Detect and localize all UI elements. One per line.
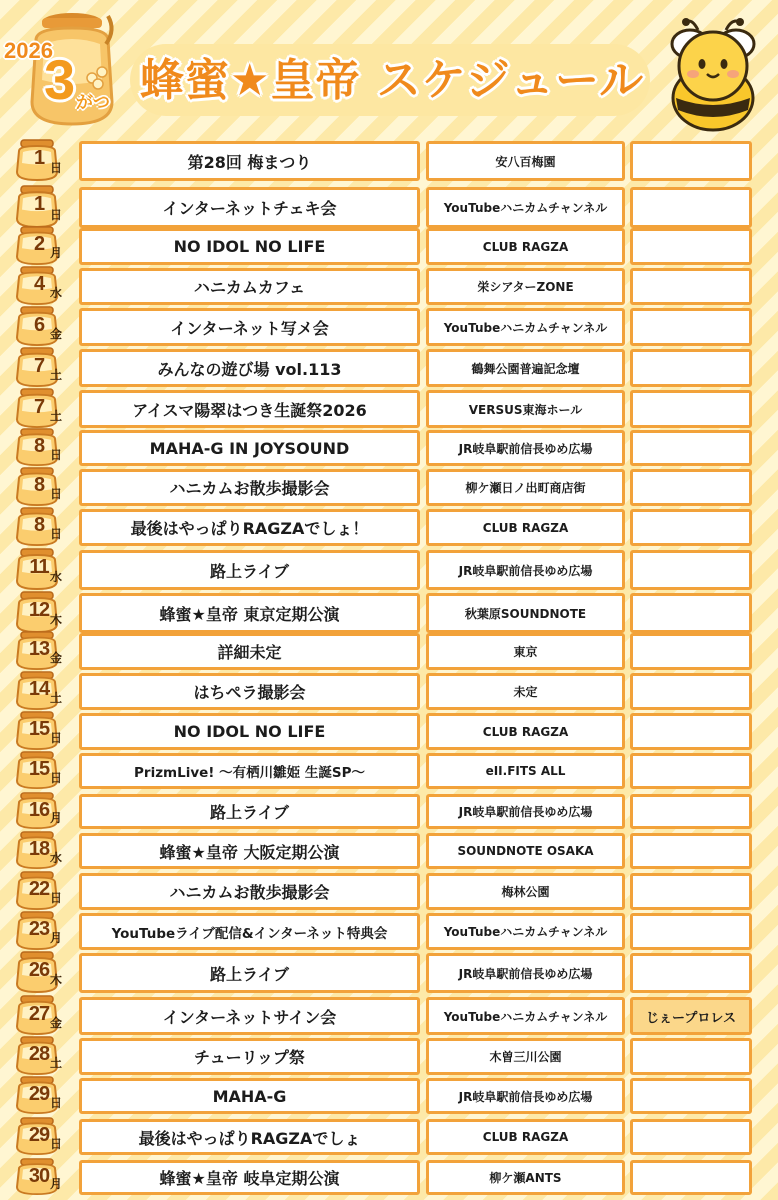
note-cell (630, 1038, 752, 1075)
schedule-row (0, 228, 778, 265)
honey-pot-day-badge (14, 792, 66, 827)
schedule-row (0, 593, 778, 633)
note-cell (630, 1119, 752, 1155)
weekday-label: 土 (50, 1056, 63, 1070)
note-cell (630, 593, 752, 633)
venue-name: CLUB RAGZA (426, 713, 625, 750)
schedule-row (0, 833, 778, 869)
weekday-label: 土 (50, 691, 63, 705)
day-number: 27 (28, 1003, 50, 1025)
day-number: 14 (28, 678, 50, 700)
venue-name: YouTubeハニカムチャンネル (426, 913, 625, 950)
year-label: 2026 (4, 38, 53, 63)
weekday-label: 月 (50, 931, 63, 945)
honey-pot-day-badge (14, 467, 66, 504)
weekday-label: 日 (50, 1096, 63, 1110)
honey-pot-day-badge (14, 347, 66, 385)
day-number: 13 (28, 638, 50, 660)
venue-name: 木曽三川公園 (426, 1038, 625, 1075)
day-number: 1 (33, 193, 45, 215)
schedule-row (0, 1078, 778, 1114)
event-name: NO IDOL NO LIFE (79, 228, 420, 265)
event-name: 最後はやっぱりRAGZAでしょ！ (79, 509, 420, 546)
schedule-row (0, 1160, 778, 1195)
venue-name: CLUB RAGZA (426, 1119, 625, 1155)
honey-pot-day-badge (14, 1158, 66, 1193)
honey-pot-day-badge (14, 591, 66, 631)
schedule-row (0, 633, 778, 670)
event-name: インターネットチェキ会 (79, 187, 420, 228)
honey-pot-day-badge (14, 1117, 66, 1153)
bee-mascot-icon (660, 14, 766, 134)
event-name: 第28回 梅まつり (79, 141, 420, 181)
weekday-label: 日 (50, 448, 63, 462)
note-cell (630, 430, 752, 466)
weekday-label: 土 (50, 409, 63, 423)
event-name: はちペラ撮影会 (79, 673, 420, 710)
venue-name: VERSUS東海ホール (426, 390, 625, 428)
day-number: 7 (33, 396, 45, 418)
venue-name: 栄シアターZONE (426, 268, 625, 305)
weekday-label: 水 (50, 286, 63, 300)
schedule-row (0, 713, 778, 750)
honey-pot-day-badge (14, 185, 66, 226)
schedule-row (0, 873, 778, 910)
day-number: 15 (28, 758, 50, 780)
day-number: 22 (28, 878, 50, 900)
honey-pot-day-badge (14, 428, 66, 464)
honey-pot-day-badge (14, 751, 66, 787)
note-cell (630, 509, 752, 546)
honey-pot-day-badge (14, 388, 66, 426)
day-number: 30 (28, 1165, 50, 1187)
note-cell (630, 228, 752, 265)
note-cell (630, 550, 752, 590)
event-name: 路上ライブ (79, 794, 420, 829)
day-number: 16 (28, 799, 50, 821)
schedule-row (0, 673, 778, 710)
event-name: みんなの遊び場 vol.113 (79, 349, 420, 387)
note-cell (630, 1078, 752, 1114)
day-number: 15 (28, 718, 50, 740)
event-name: チューリップ祭 (79, 1038, 420, 1075)
day-number: 2 (33, 233, 45, 255)
note-cell (630, 469, 752, 506)
honey-pot-day-badge (14, 631, 66, 668)
note-cell (630, 873, 752, 910)
honey-pot-day-badge (14, 226, 66, 263)
venue-name: YouTubeハニカムチャンネル (426, 997, 625, 1035)
day-number: 8 (33, 435, 45, 457)
weekday-label: 金 (50, 651, 63, 665)
schedule-row (0, 349, 778, 387)
day-number: 26 (28, 959, 50, 981)
venue-name: JR岐阜駅前信長ゆめ広場 (426, 794, 625, 829)
schedule-row (0, 1038, 778, 1075)
day-number: 28 (28, 1043, 50, 1065)
note-cell (630, 141, 752, 181)
event-name: インターネットサイン会 (79, 997, 420, 1035)
event-name: MAHA-G IN JOYSOUND (79, 430, 420, 466)
venue-name: YouTubeハニカムチャンネル (426, 308, 625, 346)
venue-name: JR岐阜駅前信長ゆめ広場 (426, 1078, 625, 1114)
venue-name: 柳ケ瀬ANTS (426, 1160, 625, 1195)
weekday-label: 金 (50, 1016, 63, 1030)
weekday-label: 月 (50, 246, 63, 260)
weekday-label: 日 (50, 771, 63, 785)
venue-name: eII.FITS ALL (426, 753, 625, 789)
schedule-row (0, 550, 778, 590)
event-name: 蜂蜜★皇帝 東京定期公演 (79, 593, 420, 633)
venue-name: 梅林公園 (426, 873, 625, 910)
honey-pot-day-badge (14, 306, 66, 344)
weekday-label: 土 (50, 368, 63, 382)
weekday-label: 水 (50, 570, 63, 584)
venue-name: JR岐阜駅前信長ゆめ広場 (426, 550, 625, 590)
month-suffix: がつ (76, 93, 110, 112)
venue-name: YouTubeハニカムチャンネル (426, 187, 625, 228)
venue-name: 鶴舞公園普遍記念壇 (426, 349, 625, 387)
honey-pot-day-badge (14, 995, 66, 1033)
note-cell (630, 390, 752, 428)
weekday-label: 日 (50, 487, 63, 501)
note-cell (630, 268, 752, 305)
weekday-label: 日 (50, 161, 63, 175)
day-number: 23 (28, 918, 50, 940)
honey-pot-day-badge (14, 548, 66, 588)
event-name: MAHA-G (79, 1078, 420, 1114)
note-cell (630, 753, 752, 789)
note-cell (630, 633, 752, 670)
note-cell (630, 794, 752, 829)
schedule-row (0, 268, 778, 305)
schedule-row (0, 509, 778, 546)
venue-name: JR岐阜駅前信長ゆめ広場 (426, 430, 625, 466)
note-cell (630, 713, 752, 750)
schedule-row (0, 469, 778, 506)
day-number: 18 (28, 838, 50, 860)
day-number: 1 (33, 147, 45, 169)
note-cell (630, 913, 752, 950)
weekday-label: 木 (50, 613, 63, 627)
venue-name: CLUB RAGZA (426, 228, 625, 265)
note-cell (630, 349, 752, 387)
event-name: 蜂蜜★皇帝 大阪定期公演 (79, 833, 420, 869)
venue-name: 秋葉原SOUNDNOTE (426, 593, 625, 633)
weekday-label: 金 (50, 327, 63, 341)
weekday-label: 月 (50, 1177, 63, 1191)
honey-pot-day-badge (14, 831, 66, 867)
weekday-label: 日 (50, 731, 63, 745)
schedule-row (0, 1119, 778, 1155)
honey-pot-day-badge (14, 671, 66, 708)
event-name: 詳細未定 (79, 633, 420, 670)
note-cell (630, 833, 752, 869)
honey-pot-day-badge (14, 951, 66, 991)
event-name: ハニカムお散歩撮影会 (79, 469, 420, 506)
honey-pot-day-badge (14, 911, 66, 948)
weekday-label: 月 (50, 811, 63, 825)
schedule-row (0, 430, 778, 466)
day-number: 29 (28, 1083, 50, 1105)
honey-pot-day-badge (14, 266, 66, 303)
venue-name: 東京 (426, 633, 625, 670)
schedule-row (0, 187, 778, 228)
event-name: YouTubeライブ配信&インターネット特典会 (79, 913, 420, 950)
event-name: 路上ライブ (79, 953, 420, 993)
schedule-row (0, 913, 778, 950)
day-number: 7 (33, 355, 45, 377)
weekday-label: 木 (50, 973, 63, 987)
event-name: インターネット写メ会 (79, 308, 420, 346)
event-name: ハニカムお散歩撮影会 (79, 873, 420, 910)
honey-pot-day-badge (14, 507, 66, 544)
event-name: 最後はやっぱりRAGZAでしょ (79, 1119, 420, 1155)
day-number: 12 (28, 599, 50, 621)
weekday-label: 日 (50, 891, 63, 905)
note-cell (630, 187, 752, 228)
honey-pot-day-badge (14, 871, 66, 908)
note-cell (630, 673, 752, 710)
venue-name: 安八百梅園 (426, 141, 625, 181)
day-number: 29 (28, 1124, 50, 1146)
event-name: 蜂蜜★皇帝 岐阜定期公演 (79, 1160, 420, 1195)
venue-name: 未定 (426, 673, 625, 710)
venue-name: JR岐阜駅前信長ゆめ広場 (426, 953, 625, 993)
venue-name: CLUB RAGZA (426, 509, 625, 546)
event-name: 路上ライブ (79, 550, 420, 590)
event-name: NO IDOL NO LIFE (79, 713, 420, 750)
honey-pot-day-badge (14, 711, 66, 748)
venue-name: 柳ケ瀬日ノ出町商店街 (426, 469, 625, 506)
weekday-label: 日 (50, 1137, 63, 1151)
schedule-row (0, 997, 778, 1035)
note-cell (630, 953, 752, 993)
page-title: 蜂蜜★皇帝 スケジュール (140, 55, 645, 106)
weekday-label: 日 (50, 527, 63, 541)
schedule-row (0, 308, 778, 346)
honey-pot-day-badge (14, 1036, 66, 1073)
weekday-label: 水 (50, 851, 63, 865)
note-cell (630, 1160, 752, 1195)
schedule-row (0, 390, 778, 428)
month-number: 3 (44, 48, 76, 111)
day-number: 11 (29, 556, 49, 578)
day-number: 8 (33, 474, 45, 496)
event-name: アイスマ陽翠はつき生誕祭2026 (79, 390, 420, 428)
schedule-row (0, 953, 778, 993)
schedule-row (0, 794, 778, 829)
event-name: PrizmLive! 〜有栖川雛姫 生誕SP〜 (79, 753, 420, 789)
schedule-row (0, 753, 778, 789)
note-cell (630, 308, 752, 346)
note-cell: じぇープロレス (630, 997, 752, 1035)
weekday-label: 日 (50, 208, 63, 222)
event-name: ハニカムカフェ (79, 268, 420, 305)
day-number: 6 (33, 314, 45, 336)
day-number: 8 (33, 514, 45, 536)
honey-pot-day-badge (14, 1076, 66, 1112)
honey-pot-day-badge (14, 139, 66, 179)
venue-name: SOUNDNOTE OSAKA (426, 833, 625, 869)
day-number: 4 (33, 273, 45, 295)
schedule-row (0, 141, 778, 181)
